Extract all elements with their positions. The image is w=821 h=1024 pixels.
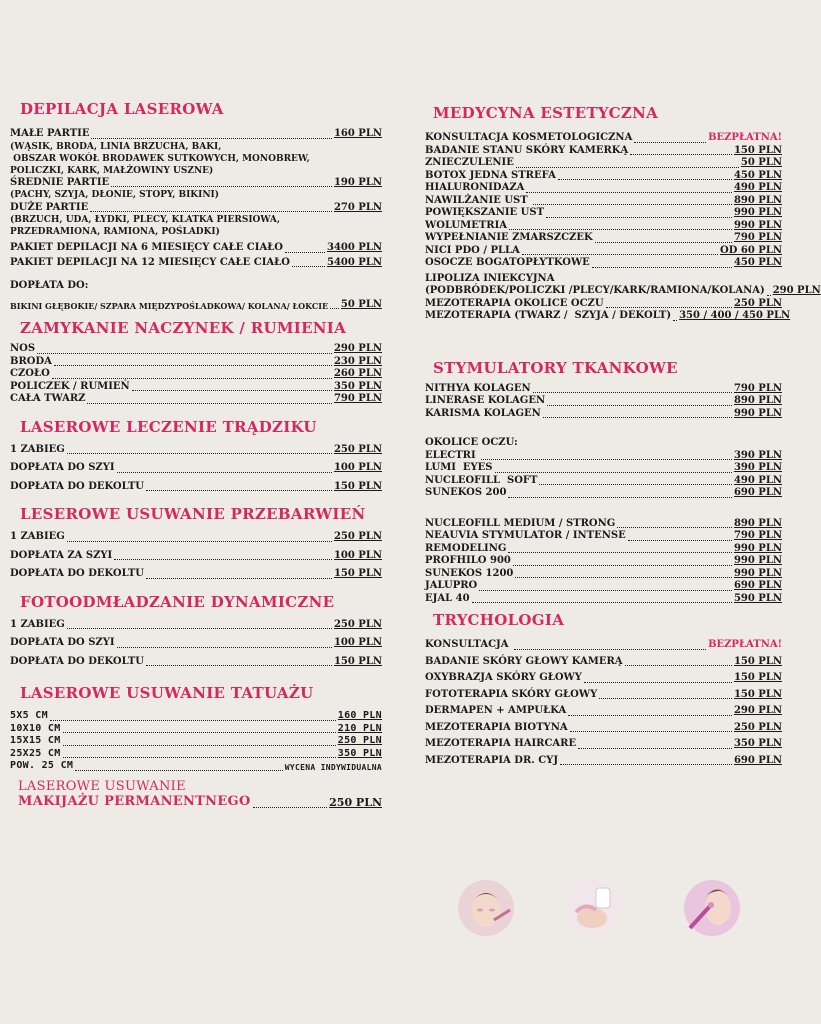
price-row <box>425 395 782 408</box>
price-label: ZNIECZULENIE <box>425 157 514 168</box>
price-label: NICI PDO / PLLA <box>425 244 520 256</box>
price-label: POWIĘKSZANIE UST <box>425 207 545 218</box>
price-label: CAŁA TWARZ <box>10 393 86 405</box>
price-value: 150 PLN <box>733 672 782 683</box>
price-label: MEZOTERAPIA HAIRCARE <box>425 738 577 749</box>
price-value: 350 PLN <box>337 747 382 759</box>
section-title-przebarwienia: LESEROWE USUWANIE PRZEBARWIEŃ <box>20 505 366 524</box>
price-value: 690 PLN <box>733 580 782 591</box>
price-label: DOPŁATA ZA SZYI <box>10 549 113 561</box>
price-label: BOTOX JEDNA STREFA <box>425 169 556 181</box>
price-label: 1 ZABIEG <box>10 443 65 455</box>
section-title-naczynka: ZAMYKANIE NACZYNEK / RUMIENIA <box>20 319 347 338</box>
price-value: 50 PLN <box>740 157 782 168</box>
section-title-medycyna: MEDYCYNA ESTETYCZNA <box>433 104 659 122</box>
price-label: DOPŁATA DO DEKOLTU <box>10 568 145 580</box>
price-label: JALUPRO <box>425 580 478 591</box>
price-label: DOPŁATA DO DEKOLTU <box>10 480 145 492</box>
price-label: DERMAPEN + AMPUŁKA <box>425 705 567 716</box>
price-value: 590 PLN <box>733 592 782 604</box>
price-label: MEZOTERAPIA (TWARZ / SZYJA / DEKOLT) <box>425 310 672 321</box>
price-value: 350 PLN <box>333 380 382 392</box>
price-row <box>425 182 782 195</box>
price-row <box>10 444 382 457</box>
price-value: 250 PLN <box>337 735 382 747</box>
price-value: 390 PLN <box>733 462 782 473</box>
price-label: POLICZEK / RUMIEŃ <box>10 380 130 392</box>
price-row <box>425 170 782 183</box>
price-row <box>425 593 782 606</box>
price-row <box>10 393 382 406</box>
price-label: NAWILŻANIE UST <box>425 194 532 206</box>
price-label: ELECTRI <box>425 449 480 461</box>
price-row <box>425 462 782 475</box>
price-value: 150 PLN <box>733 655 782 667</box>
price-row <box>425 310 791 323</box>
price-label: SUNEKOS 1200 <box>425 567 514 579</box>
price-row: MAKIJAŻU PERMANENTNEGO 250 PLN <box>18 794 382 810</box>
price-value: 390 PLN <box>733 449 782 461</box>
price-row <box>425 656 782 669</box>
price-row <box>10 550 382 563</box>
price-value: 990 PLN <box>733 219 782 231</box>
price-label: WOLUMETRIA <box>425 219 508 231</box>
section-title-fotoodmladzanie: FOTOODMŁADZANIE DYNAMICZNE <box>20 592 335 611</box>
price-label: NUCLEOFILL MEDIUM / STRONG <box>425 517 616 529</box>
price-row: DUŻE PARTIE 270 PLN <box>10 201 382 213</box>
price-label: LUMI EYES <box>425 462 493 473</box>
price-row: MAŁE PARTIE 160 PLN <box>10 128 382 139</box>
price-row <box>425 157 782 170</box>
price-row <box>425 689 782 702</box>
desc: (PACHY, SZYJA, DŁONIE, STOPY, BIKINI) <box>10 190 220 201</box>
price-row <box>10 568 382 581</box>
medycyna-list-2 <box>425 297 791 323</box>
price-label: SUNEKOS 200 <box>425 487 507 498</box>
price-value: 290 PLN <box>733 705 782 716</box>
price-row <box>425 755 782 768</box>
price-row <box>425 530 782 543</box>
price-value: 250 PLN <box>733 721 782 733</box>
price-row <box>425 257 782 270</box>
price-value: 210 PLN <box>337 722 382 734</box>
price-value: 150 PLN <box>733 688 782 700</box>
desc: (WĄSIK, BRODA, LINIA BRZUCHA, BAKI, <box>10 141 222 152</box>
price-row: PAKIET DEPILACJI NA 12 MIESIĘCY CAŁE CIAŁO 5400 PLN <box>10 256 382 268</box>
fotoodmladzanie-list <box>10 619 382 669</box>
price-value: 450 PLN <box>733 257 782 268</box>
price-value: 100 PLN <box>333 462 382 474</box>
price-row <box>425 132 782 145</box>
price-row <box>425 738 782 751</box>
price-row <box>10 656 382 669</box>
price-label: DOPŁATA DO SZYI <box>10 462 115 474</box>
price-row <box>10 619 382 632</box>
price-label: 15X15 CM <box>10 735 61 747</box>
section-title-tatuaz: LASEROWE USUWANIE TATUAŻU <box>20 684 314 703</box>
price-value: 150 PLN <box>333 568 382 580</box>
right-column <box>425 104 821 767</box>
left-column <box>10 100 382 810</box>
price-row <box>425 408 782 421</box>
price-row: (PODBRÓDEK/POLICZKI /PLECY/KARK/RAMIONA/KOLANA) 290 PLN <box>425 285 821 296</box>
price-row <box>425 450 782 463</box>
price-value: OD 60 PLN <box>720 244 782 256</box>
price-value: WYCENA INDYWIDUALNA <box>284 762 382 772</box>
price-value: 150 PLN <box>333 480 382 492</box>
price-row <box>10 462 382 475</box>
treatment-photos <box>458 880 758 942</box>
price-value: 790 PLN <box>333 393 382 405</box>
price-label: 10X10 CM <box>10 722 61 734</box>
price-label: OSOCZE BOGATOPŁYTKOWE <box>425 257 590 268</box>
price-row <box>425 475 782 488</box>
price-value: 990 PLN <box>733 555 782 566</box>
makeup-brush-icon <box>684 880 740 936</box>
price-row <box>10 735 382 748</box>
price-label: POW. 25 CM <box>10 760 74 772</box>
section-title-tradzik: LASEROWE LECZENIE TRĄDZIKU <box>20 417 317 436</box>
trychologia-list <box>425 639 782 767</box>
price-row <box>10 531 382 544</box>
price-row <box>425 568 782 581</box>
price-label: 1 ZABIEG <box>10 531 65 543</box>
price-value: 790 PLN <box>733 530 782 541</box>
face-mask-icon <box>458 880 514 936</box>
price-label: DOPŁATA DO DEKOLTU <box>10 655 145 667</box>
price-value: 160 PLN <box>337 710 382 722</box>
doplata-title: DOPŁATA DO: <box>10 280 89 292</box>
price-value: 990 PLN <box>733 407 782 419</box>
price-row <box>425 543 782 556</box>
stymulatory-list <box>425 383 782 421</box>
price-row: ŚREDNIE PARTIE 190 PLN <box>10 176 382 188</box>
facial-treatment-icon <box>566 880 622 936</box>
price-label: LINERASE KOLAGEN <box>425 395 546 406</box>
price-value: 990 PLN <box>733 567 782 579</box>
price-row <box>10 748 382 761</box>
price-value: 490 PLN <box>733 474 782 486</box>
price-value: 690 PLN <box>733 754 782 766</box>
price-label: KARISMA KOLAGEN <box>425 407 541 419</box>
price-label: KONSULTACJA <box>425 639 513 650</box>
desc: PRZEDRAMIONA, RAMIONA, POŚLADKI) <box>10 227 220 238</box>
price-row <box>10 637 382 650</box>
price-label: 1 ZABIEG <box>10 618 65 630</box>
price-label: REMODELING <box>425 542 507 554</box>
price-row <box>425 672 782 685</box>
price-value: 350 PLN <box>733 738 782 749</box>
price-label: EJAL 40 <box>425 592 470 604</box>
price-label: OXYBRAZJA SKÓRY GŁOWY <box>425 672 582 683</box>
price-row <box>10 343 382 356</box>
price-row <box>425 145 782 158</box>
section-title-makijaz-1: LASEROWE USUWANIE <box>18 778 186 794</box>
price-row <box>10 381 382 394</box>
price-row <box>425 298 782 311</box>
price-label: DOPŁATA DO SZYI <box>10 637 115 649</box>
price-value: 230 PLN <box>333 355 382 367</box>
price-row <box>425 639 782 652</box>
price-value: 890 PLN <box>733 395 782 406</box>
price-row <box>10 723 382 736</box>
price-value: 450 PLN <box>733 169 782 181</box>
price-label: PROFHILO 900 <box>425 555 511 566</box>
price-value: 260 PLN <box>333 368 382 380</box>
price-row <box>10 710 382 723</box>
price-label: HIALURONIDAZA <box>425 182 525 193</box>
price-value: 490 PLN <box>733 182 782 193</box>
price-row: BIKINI GŁĘBOKIE/ SZPARA MIĘDZYPOŚLADKOWA/ KOLANA/ ŁOKCIE 50 PLN <box>10 298 382 312</box>
price-label: MEZOTERAPIA BIOTYNA <box>425 721 568 733</box>
price-value: 250 PLN <box>333 618 382 630</box>
price-row <box>10 356 382 369</box>
price-value: 250 PLN <box>733 297 782 309</box>
desc: POLICZKI, KARK, MAŁŻOWINY USZNE) <box>10 165 214 176</box>
price-label: NUCLEOFILL SOFT <box>425 474 538 486</box>
price-label: NEAUVIA STYMULATOR / INTENSE <box>425 530 626 541</box>
price-value: 990 PLN <box>733 207 782 218</box>
price-row <box>425 232 782 245</box>
price-row <box>425 383 782 396</box>
naczynka-list <box>10 343 382 406</box>
price-value: 890 PLN <box>733 194 782 206</box>
price-label: CZOŁO <box>10 368 50 380</box>
price-value: 150 PLN <box>333 655 382 667</box>
price-row <box>425 195 782 208</box>
price-value: 150 PLN <box>733 144 782 156</box>
price-value: 790 PLN <box>733 232 782 243</box>
price-value: 350 / 400 / 450 PLN <box>679 310 791 321</box>
price-label: 5X5 CM <box>10 710 48 722</box>
price-value: 790 PLN <box>733 382 782 394</box>
price-label: BADANIE SKÓRY GŁOWY KAMERĄ <box>425 655 623 667</box>
price-label: WYPEŁNIANIE ZMARSZCZEK <box>425 232 593 243</box>
price-row <box>10 760 382 773</box>
price-value: 100 PLN <box>333 637 382 649</box>
price-label: KONSULTACJA KOSMETOLOGICZNA <box>425 132 633 143</box>
lipoliza-title: LIPOLIZA INIEKCYJNA <box>425 272 555 284</box>
price-label: BADANIE STANU SKÓRY KAMERKĄ <box>425 144 629 156</box>
price-value: BEZPŁATNA! <box>708 132 782 143</box>
section-title-trychologia: TRYCHOLOGIA <box>433 611 565 629</box>
price-value: 250 PLN <box>333 531 382 543</box>
price-value: 890 PLN <box>733 517 782 529</box>
price-row <box>10 368 382 381</box>
price-label: NITHYA KOLAGEN <box>425 382 531 394</box>
price-row <box>425 722 782 735</box>
price-label: NOS <box>10 343 36 355</box>
desc: OBSZAR WOKÓŁ BRODAWEK SUTKOWYCH, MONOBREW, <box>10 153 310 164</box>
price-value: BEZPŁATNA! <box>708 639 782 650</box>
price-label: MEZOTERAPIA OKOLICE OCZU <box>425 297 604 309</box>
price-value: 690 PLN <box>733 487 782 498</box>
price-label: 25X25 CM <box>10 747 61 759</box>
price-row <box>425 245 782 258</box>
price-row <box>425 580 782 593</box>
inne-list <box>425 518 782 606</box>
price-row <box>425 555 782 568</box>
section-title-depilacja: DEPILACJA LASEROWA <box>20 100 224 118</box>
price-value: 100 PLN <box>333 549 382 561</box>
price-row <box>425 220 782 233</box>
price-value: 250 PLN <box>333 443 382 455</box>
medycyna-list <box>425 132 782 270</box>
price-row <box>425 705 782 718</box>
price-label: BRODA <box>10 355 52 367</box>
price-row <box>10 481 382 494</box>
price-label: MEZOTERAPIA DR. CYJ <box>425 754 559 766</box>
price-row <box>425 487 782 500</box>
price-value: 990 PLN <box>733 542 782 554</box>
tradzik-list <box>10 444 382 494</box>
price-row <box>425 207 782 220</box>
price-value: 290 PLN <box>333 343 382 355</box>
przebarwienia-list <box>10 531 382 581</box>
section-title-stymulatory: STYMULATORY TKANKOWE <box>433 358 678 377</box>
desc: (BRZUCH, UDA, ŁYDKI, PLECY, KLATKA PIERSIOWA, <box>10 215 281 226</box>
tatuaz-list <box>10 710 382 773</box>
oczu-list <box>425 450 782 500</box>
price-label: FOTOTERAPIA SKÓRY GŁOWY <box>425 688 598 700</box>
price-row: PAKIET DEPILACJI NA 6 MIESIĘCY CAŁE CIAŁO 3400 PLN <box>10 242 382 254</box>
okolice-oczu-title: OKOLICE OCZU: <box>425 437 518 448</box>
price-row <box>425 518 782 531</box>
